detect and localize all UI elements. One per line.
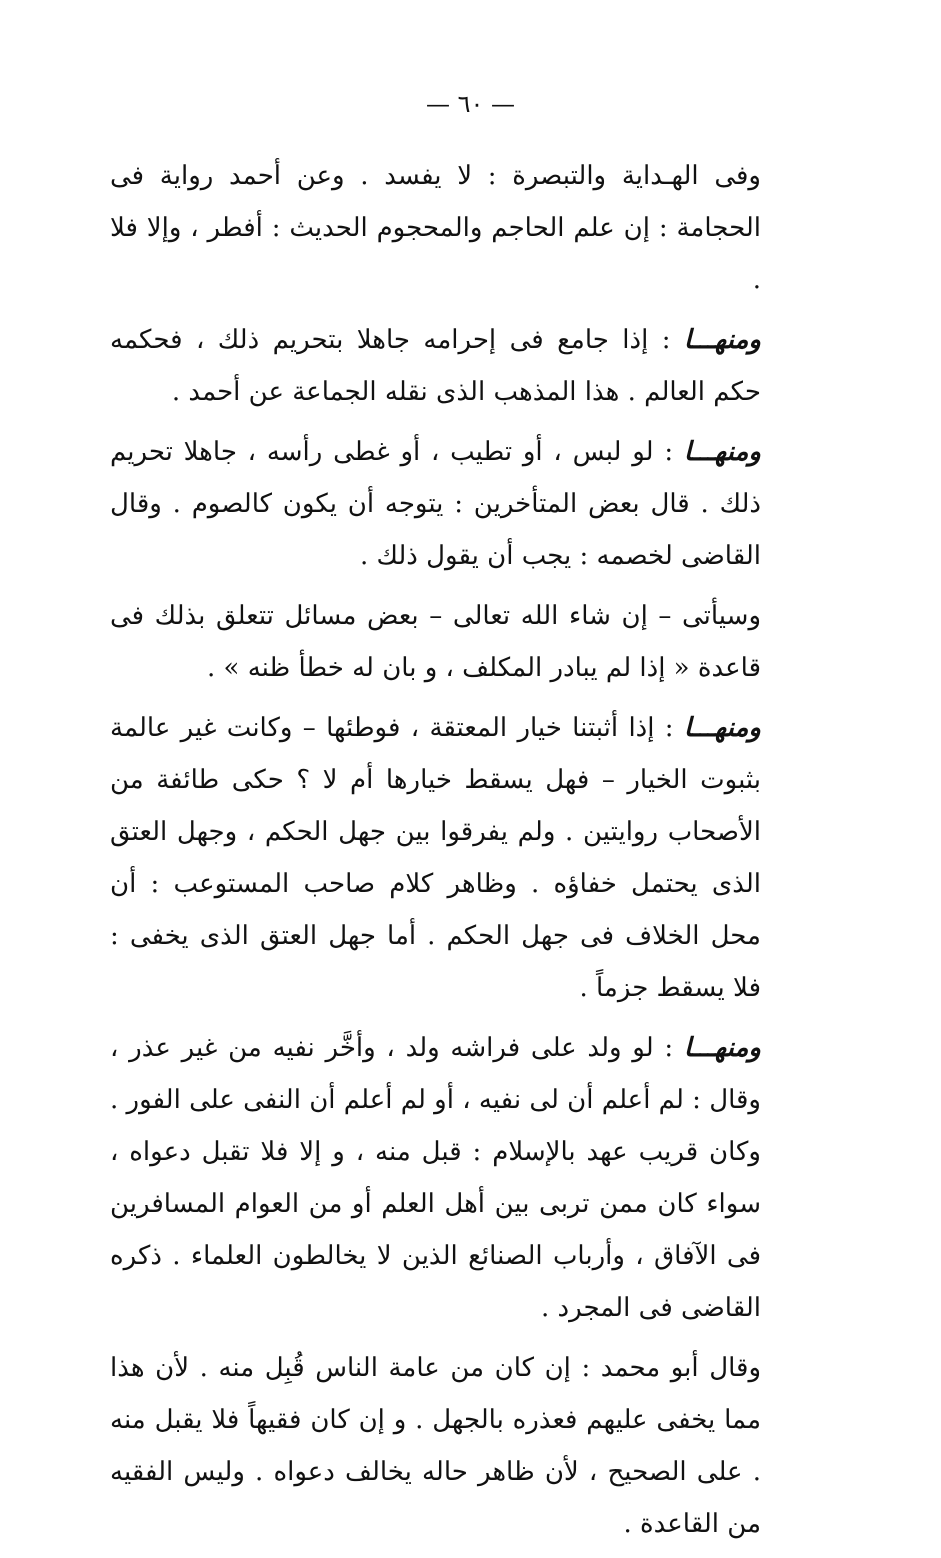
paragraph-text: : إذا أثبتنا خيار المعتقة ، فوطئها – وكانت غير عالمة بثبوت الخيار – فهل يسقط خيارها أم لا ؟ حكى طائفة من الأصحاب روايتين . ولم يفرقوا بين جهل الحكم ، وجهل العتق الذى يحتمل خفاؤه . وظاهر كلام صاحب المستوعب : أن محل الخلاف فى جهل الحكم . أما جهل العتق الذى يخفى : فلا يسقط جزماً . — [110, 713, 761, 1003]
paragraph-6 — [110, 1022, 761, 1334]
paragraph-3 — [110, 426, 761, 582]
paragraph-1 — [110, 150, 761, 306]
paragraph-text: وفى الهـداية والتبصرة : لا يفسد . وعن أحمد رواية فى الحجامة : إن علم الحاجم والمحجوم الحديث : أفطر ، وإلا فلا . — [110, 161, 761, 295]
paragraph-lead-word: ومنهـــا — [683, 1033, 761, 1063]
paragraph-lead-word: ومنهـــا — [683, 325, 761, 355]
paragraph-5 — [110, 702, 761, 1014]
page-number: — ٦٠ — — [425, 90, 516, 118]
paragraph-text: : إذا جامع فى إحرامه جاهلا بتحريم ذلك ، فحكمه حكم العالم . هذا المذهب الذى نقله الجماعة عن أحمد . — [110, 325, 761, 407]
paragraph-text: وقال أبو محمد : إن كان من عامة الناس قُبِل منه . لأن هذا مما يخفى عليهم فعذره بالجهل . و إن كان فقيهاً فلا يقبل منه . على الصحيح ، لأن ظاهر حاله يخالف دعواه . وليس الفقيه من القاعدة . — [110, 1353, 761, 1539]
paragraph-text: : لو ولد على فراشه ولد ، وأخَّر نفيه من غير عذر ، وقال : لم أعلم أن لى نفيه ، أو لم أعلم أن النفى على الفور . وكان قريب عهد بالإسلام : قبل منه ، و إلا فلا تقبل دعواه ، سواء كان ممن تربى بين أهل العلم أو من العوام المسافرين فى الآفاق ، وأرباب الصنائع الذين لا يخالطون العلماء . ذكره القاضى فى المجرد . — [109, 1033, 761, 1323]
paragraph-lead-word: ومنهـــا — [683, 437, 761, 467]
paragraph-text: وسيأتى – إن شاء الله تعالى – بعض مسائل تتعلق بذلك فى قاعدة « إذا لم يبادر المكلف ، و بان له خطأ ظنه » . — [110, 601, 761, 683]
page-content — [110, 150, 761, 1558]
paragraph-2 — [110, 314, 761, 418]
paragraph-4 — [110, 590, 761, 694]
paragraph-text: : لو لبس ، أو تطيب ، أو غطى رأسه ، جاهلا تحريم ذلك . قال بعض المتأخرين : يتوجه أن يكون كالصوم . وقال القاضى لخصمه : يجب أن يقول ذلك . — [110, 437, 761, 571]
paragraph-7 — [110, 1342, 761, 1550]
paragraph-lead-word: ومنهـــا — [683, 713, 761, 743]
